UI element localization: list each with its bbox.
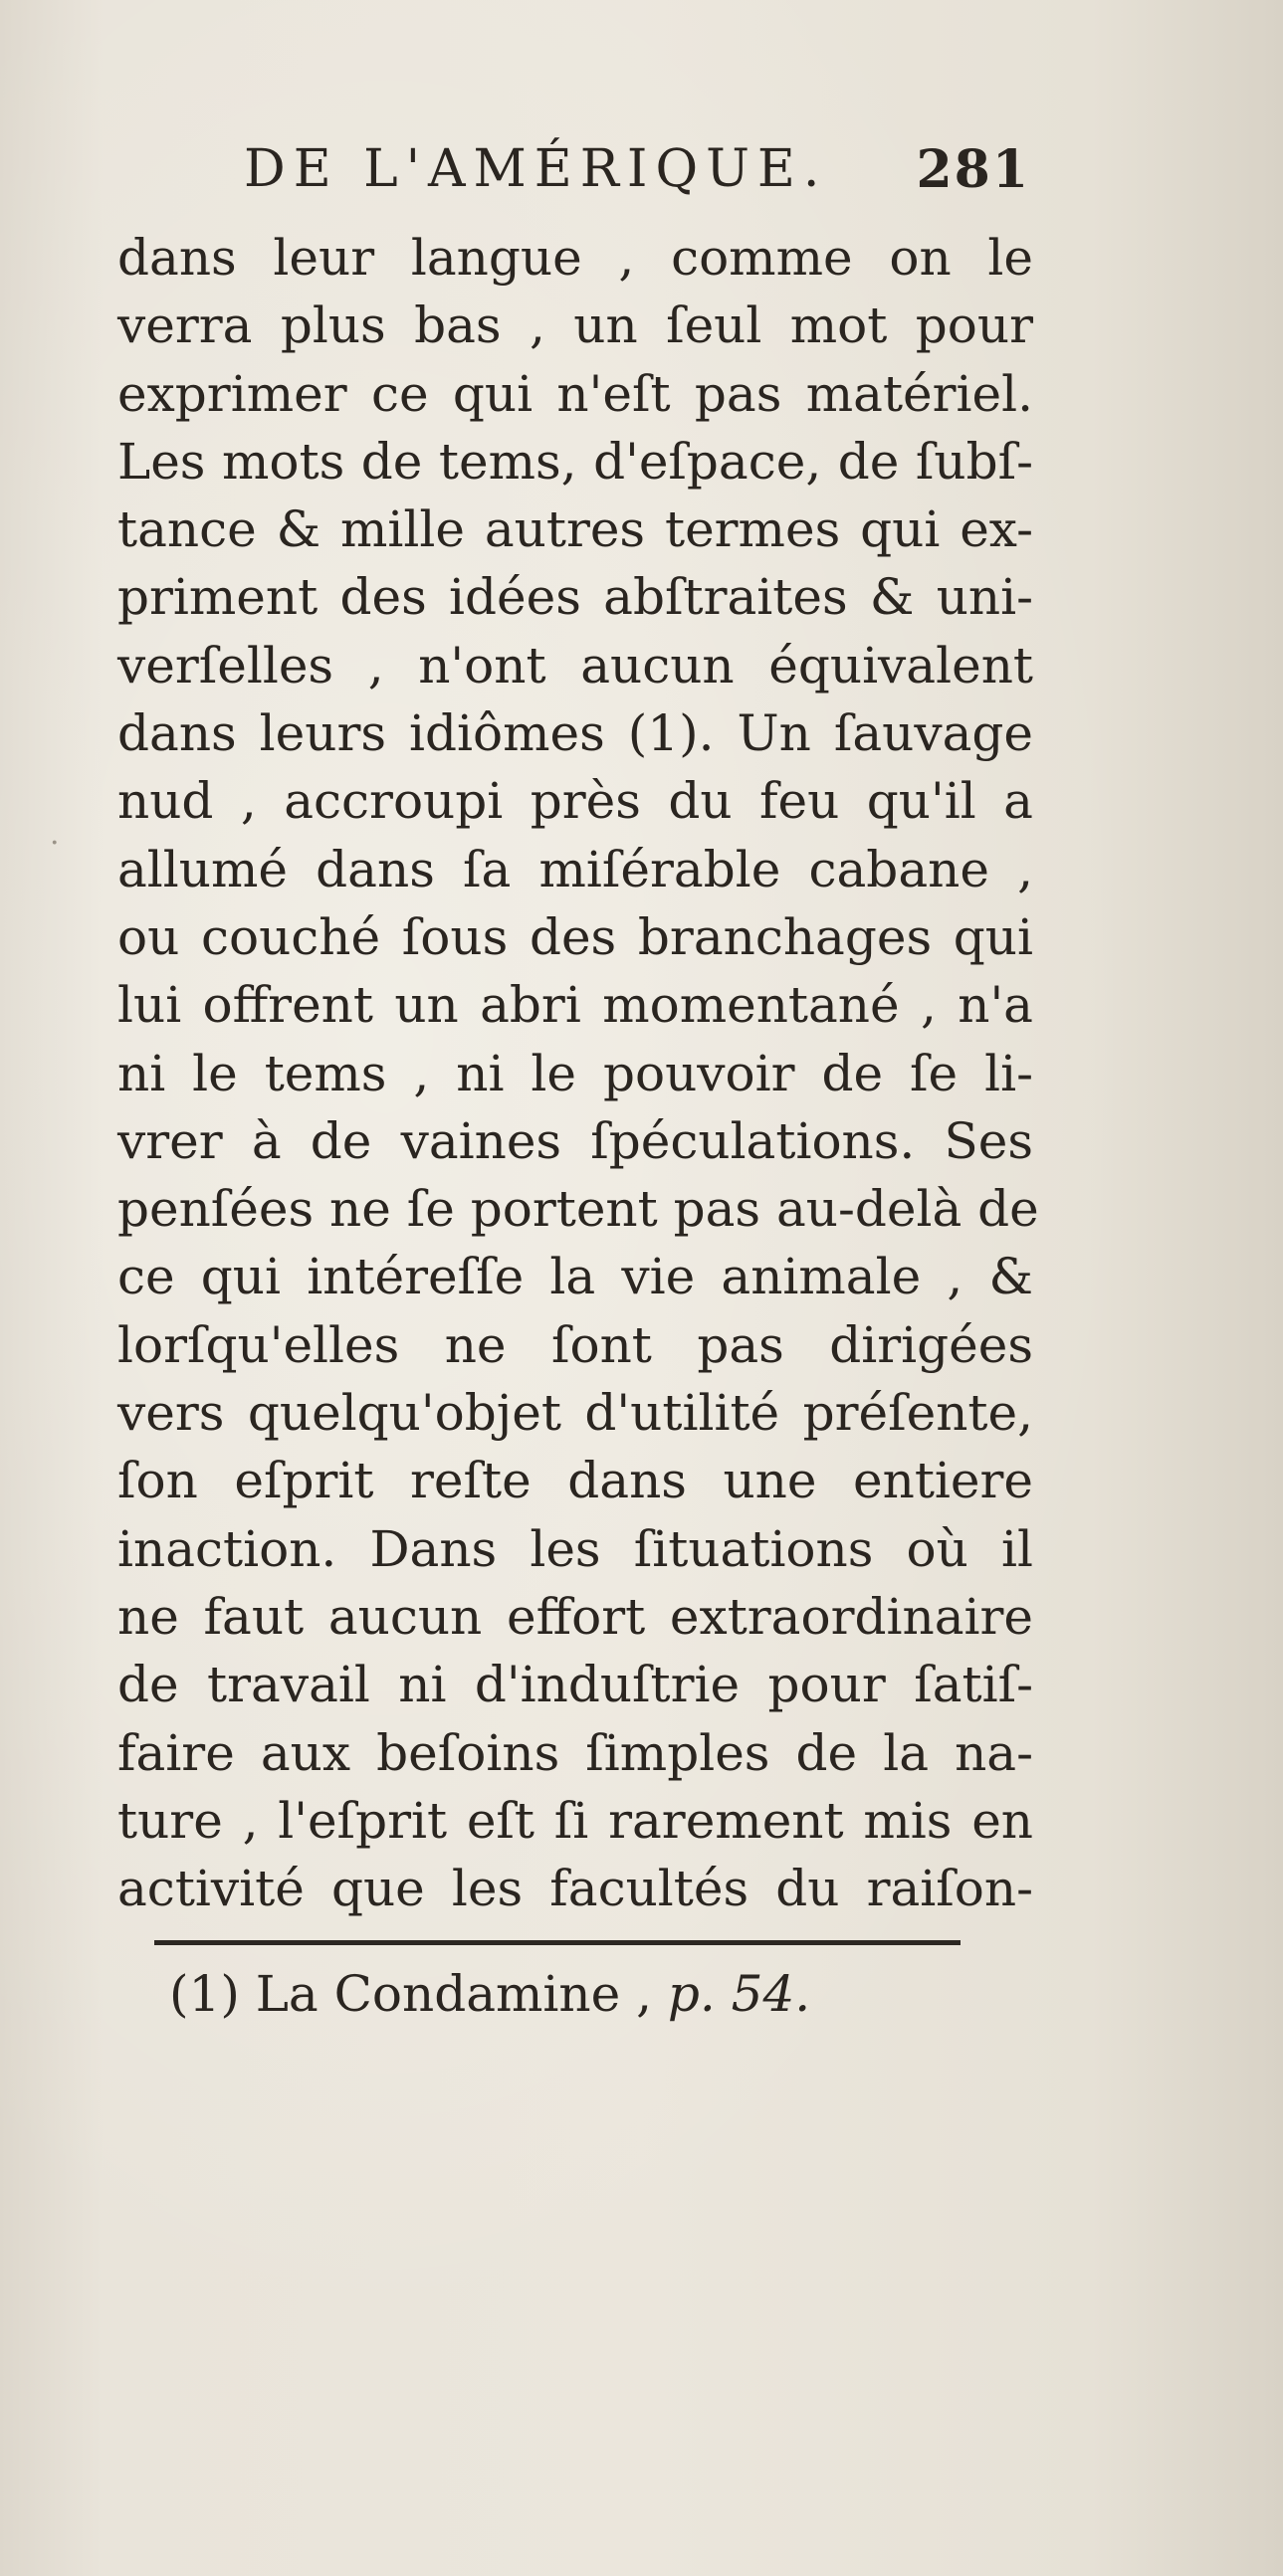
text-line: faire aux beſoins ſimples de la na-	[117, 1723, 1033, 1782]
text-line: Les mots de tems, d'eſpace, de ſubſ-	[117, 432, 1033, 491]
text-line: penſées ne ſe portent pas au-delà de	[117, 1180, 1039, 1239]
text-line: lui offrent un abri momentané , n'a	[117, 976, 1033, 1035]
text-line: ne faut aucun effort extraordinaire	[117, 1587, 1033, 1646]
footnote-marker: (1)	[169, 1965, 240, 2023]
text-line: verſelles , n'ont aucun équivalent	[117, 636, 1033, 694]
text-line: exprimer ce qui n'eſt pas matériel.	[117, 364, 1033, 423]
margin-mark: ·	[50, 826, 60, 861]
text-line: de travail ni d'induſtrie pour ſatiſ-	[117, 1656, 1033, 1714]
footnote	[169, 1965, 810, 2023]
text-line: dans leur langue , comme on le	[117, 229, 1033, 287]
text-line: dans leurs idiômes (1). Un ſauvage	[117, 704, 1033, 763]
text-line: ce qui intéreſſe la vie animale , &	[117, 1248, 1033, 1306]
text-line: vers quelqu'objet d'utilité préſente,	[117, 1384, 1033, 1443]
text-line: activité que les facultés du raiſon-	[117, 1860, 1033, 1918]
running-head	[244, 139, 1030, 209]
text-line: ou couché ſous des branchages qui	[117, 907, 1033, 966]
text-line: inaction. Dans les ſituations où il	[117, 1519, 1033, 1578]
text-line: tance & mille autres termes qui ex-	[117, 500, 1033, 559]
running-title: DE L'AMÉRIQUE.	[244, 139, 828, 199]
page-number: 281	[916, 139, 1030, 200]
text-line: ni le tems , ni le pouvoir de ſe li-	[117, 1044, 1033, 1102]
footnote-rule	[154, 1940, 961, 1945]
body-text	[117, 224, 1039, 1922]
text-line: ſon eſprit reſte dans une entiere	[117, 1452, 1033, 1510]
text-line: nud , accroupi près du feu qu'il a	[117, 772, 1033, 831]
text-line: lorſqu'elles ne ſont pas dirigées	[117, 1315, 1033, 1374]
text-line: ture , l'eſprit eſt ſi rarement mis en	[117, 1791, 1033, 1850]
footnote-text: La Condamine ,	[239, 1965, 668, 2023]
text-line: verra plus bas , un ſeul mot pour	[117, 297, 1033, 355]
text-line: vrer à de vaines ſpéculations. Ses	[117, 1111, 1033, 1170]
text-line: priment des idées abſtraites & uni-	[117, 568, 1033, 627]
footnote-page-ref: p. 54.	[667, 1965, 811, 2023]
text-line: allumé dans ſa miſérable cabane ,	[117, 840, 1033, 898]
